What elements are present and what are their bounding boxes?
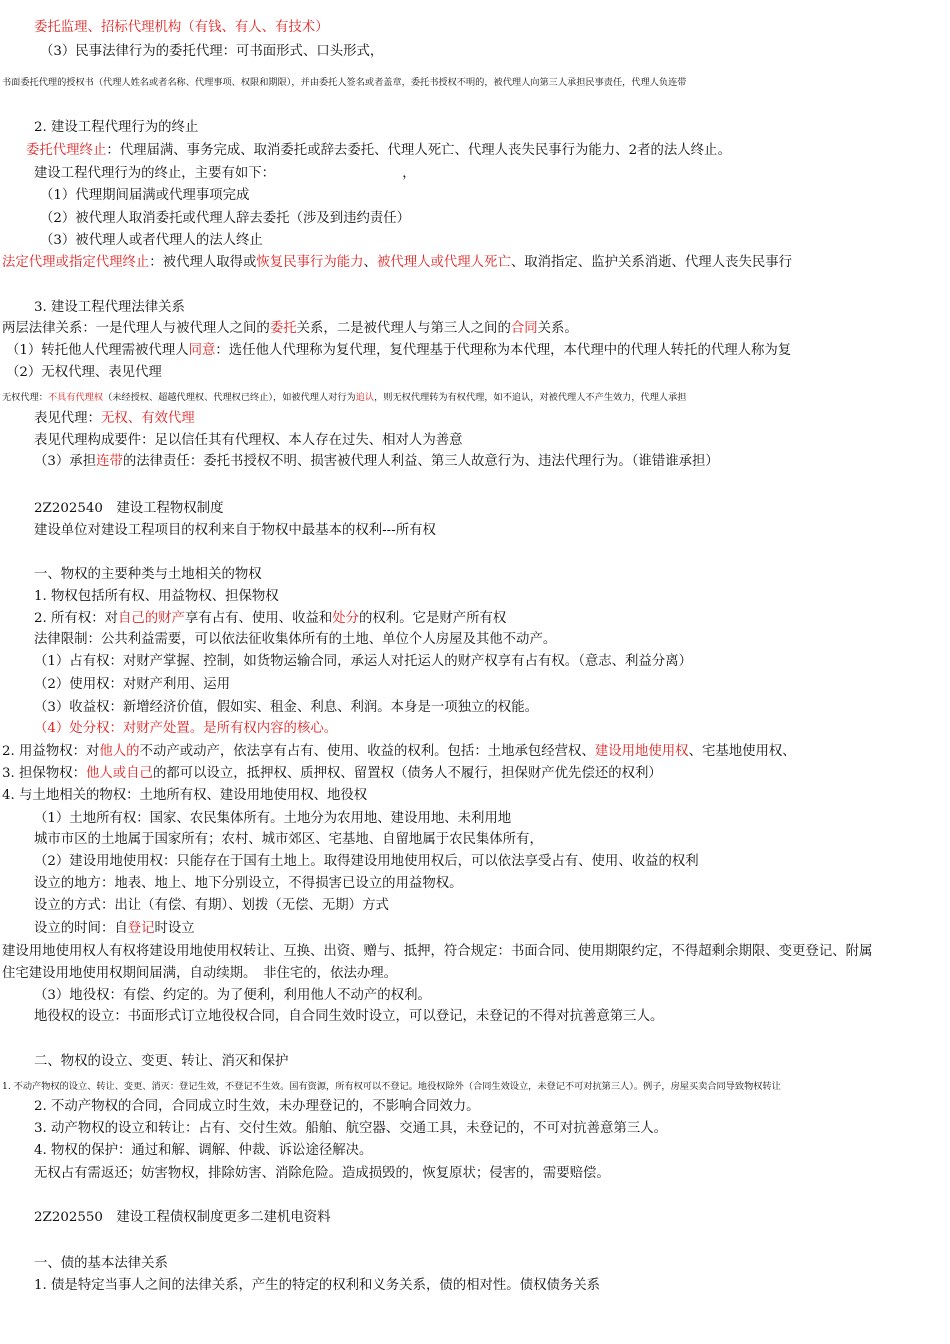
text-segment: 建设用地使用权人有权将建设用地使用权转让、互换、出资、赠与、抵押，符合规定：书面合同、使用期限约定，不得超剩余期限、变更登记、附属 <box>2 944 873 959</box>
text-segment: （2）建设用地使用权：只能存在于国有土地上。取得建设用地使用权后，可以依法享受占有、使用、收益的权利 <box>34 854 699 869</box>
highlight-text: 处分 <box>332 611 360 626</box>
text-line <box>34 653 692 671</box>
text-line <box>34 720 337 738</box>
text-line <box>34 1053 288 1071</box>
text-line <box>34 610 506 628</box>
text-segment: （1）占有权：对财产掌握、控制，如货物运输合同，承运人对托运人的财产权享有占有权。（意志、利益分离） <box>34 654 692 669</box>
text-line <box>2 391 686 404</box>
text-segment: 关系，二是被代理人与第三人之间的 <box>296 321 511 336</box>
text-segment: ：被代理人取得或 <box>149 255 257 270</box>
text-line <box>40 232 263 250</box>
text-segment: 4. 与土地相关的物权：土地所有权、建设用地使用权、地役权 <box>2 788 368 803</box>
text-segment: 设立的时间：自 <box>34 921 128 936</box>
text-segment: 2Z202540 建设工程物权制度 <box>34 501 224 516</box>
text-line <box>2 76 686 89</box>
text-line <box>34 1142 372 1160</box>
text-line <box>34 432 463 450</box>
text-segment: 不动产或动产，依法享有占有、使用、收益的权利。包括：土地承包经营权、 <box>139 744 595 759</box>
text-segment: 2Z202550 建设工程债权制度更多二建机电资料 <box>34 1210 331 1225</box>
text-line <box>40 187 249 205</box>
text-line <box>26 142 731 160</box>
text-segment: 1. 物权包括所有权、用益物权、担保物权 <box>34 589 279 604</box>
highlight-text: 自己的财产 <box>118 611 185 626</box>
text-line <box>34 1098 480 1116</box>
text-line <box>34 522 436 540</box>
text-segment: ：选任他人代理称为复代理，复代理基于代理称为本代理，本代理中的代理人转托的代理人称为复 <box>215 343 792 358</box>
text-line <box>34 588 279 606</box>
text-line <box>2 965 397 983</box>
text-line <box>34 987 431 1005</box>
highlight-text: 连带 <box>96 454 123 469</box>
text-line <box>34 875 463 893</box>
text-line <box>2 787 367 805</box>
highlight-text: 他人或自己 <box>86 766 153 781</box>
highlight-text: 被代理人或代理人死亡 <box>376 255 511 270</box>
text-line <box>34 631 556 649</box>
text-segment: 二、物权的设立、变更、转让、消灭和保护 <box>34 1054 289 1069</box>
text-line <box>34 165 416 183</box>
highlight-text: 不具有代理权 <box>47 392 104 403</box>
text-segment: 表见代理构成要件：足以信任其有代理权、本人存在过失、相对人为善意 <box>34 433 463 448</box>
text-line <box>34 897 389 915</box>
text-segment: 无权代理： <box>2 392 48 403</box>
highlight-text: 他人的 <box>99 744 140 759</box>
text-segment: 地役权的设立：书面形式订立地役权合同，自合同生效时设立，可以登记，未登记的不得对抗善意第三人。 <box>34 1009 664 1024</box>
highlight-text: 追认 <box>355 392 375 403</box>
text-segment: 一、债的基本法律关系 <box>34 1256 168 1271</box>
text-segment: 两层法律关系：一是代理人与被代理人之间的 <box>2 321 270 336</box>
text-line <box>2 254 792 272</box>
text-segment: （未经授权、超越代理权、代理权已终止），如被代理人对行为 <box>103 392 356 403</box>
text-segment: （3）地役权：有偿、约定的。为了便利，利用他人不动产的权利。 <box>34 988 431 1003</box>
text-segment: 设立的地方：地表、地上、地下分别设立，不得损害已设立的用益物权。 <box>34 876 463 891</box>
text-segment: 无权占有需返还；妨害物权，排除妨害、消除危险。造成损毁的，恢复原状；侵害的，需要赔偿。 <box>34 1166 610 1181</box>
text-line <box>40 43 383 61</box>
text-segment: 住宅建设用地使用权期间届满，自动续期。 非住宅的，依法办理。 <box>2 966 398 981</box>
highlight-text: 委托代理终止 <box>26 143 107 158</box>
text-segment: ：代理届满、事务完成、取消委托或辞去委托、代理人死亡、代理人丧失民事行为能力、2者的法人终止。 <box>106 143 731 158</box>
text-line <box>34 299 185 317</box>
text-segment: 的权利。它是财产所有权 <box>359 611 507 626</box>
text-segment: 建设工程代理行为的终止，主要有如下： ， <box>34 166 416 181</box>
text-line <box>2 943 872 961</box>
text-segment: 设立的方式：出让（有偿、有期）、划拨（无偿、无期）方式 <box>34 898 389 913</box>
text-line <box>2 743 796 761</box>
text-line <box>34 810 511 828</box>
text-line <box>34 410 195 428</box>
text-segment: 2. 不动产物权的合同，合同成立时生效，未办理登记的，不影响合同效力。 <box>34 1099 480 1114</box>
highlight-text: 委托 <box>269 321 297 336</box>
text-line <box>34 676 230 694</box>
text-line <box>34 500 223 518</box>
text-segment: 、 <box>363 255 377 270</box>
text-segment: 建设单位对建设工程项目的权利来自于物权中最基本的权利---所有权 <box>34 523 436 538</box>
text-line <box>34 119 198 137</box>
text-line <box>6 342 791 360</box>
text-segment: 享有占有、使用、收益和 <box>184 611 333 626</box>
highlight-text: 同意 <box>188 343 216 358</box>
text-line <box>40 210 410 228</box>
highlight-text: 法定代理或指定代理终止 <box>2 255 150 270</box>
text-segment: （2）无权代理、表见代理 <box>6 365 162 380</box>
text-segment: （3）民事法律行为的委托代理：可书面形式、口头形式， <box>40 44 384 59</box>
text-segment: 1. 债是特定当事人之间的法律关系，产生的特定的权利和义务关系，债的相对性。债权债务关系 <box>34 1278 601 1293</box>
text-line <box>34 699 538 717</box>
text-line <box>34 19 329 37</box>
text-line <box>2 1080 781 1093</box>
highlight-text: （4）处分权：对财产处置。是所有权内容的核心。 <box>34 721 338 736</box>
text-segment: 时设立 <box>154 921 195 936</box>
text-segment: （1）转托他人代理需被代理人 <box>6 343 189 358</box>
text-segment: ，则无权代理转为有权代理，如不追认，对被代理人不产生效力，代理人承担 <box>374 392 687 403</box>
text-segment: 关系。 <box>537 321 578 336</box>
text-line <box>34 1008 663 1026</box>
text-line <box>34 1120 667 1138</box>
text-segment: （3）被代理人或者代理人的法人终止 <box>40 233 263 248</box>
highlight-text: 无权、有效代理 <box>100 411 195 426</box>
text-line <box>2 320 578 338</box>
highlight-text: 恢复民事行为能力 <box>256 255 364 270</box>
text-segment: 、宅基地使用权、 <box>688 744 796 759</box>
text-line <box>34 1165 610 1183</box>
text-segment: （2）使用权：对财产利用、运用 <box>34 677 230 692</box>
text-line <box>34 453 719 471</box>
text-segment: 表见代理： <box>34 411 101 426</box>
text-segment: 1. 不动产物权的设立、转让、变更、消灭：登记生效，不登记不生效。国有资源，所有权可以不登记。地役权除外（合同生效设立，未登记不可对抗第三人）。例子，房屋买卖合同导致物权转让 <box>2 1081 781 1092</box>
text-line <box>6 364 162 382</box>
text-segment: 3. 动产物权的设立和转让：占有、交付生效。船舶、航空器、交通工具，未登记的，不可对抗善意第三人。 <box>34 1121 667 1136</box>
text-segment: 2. 所有权：对 <box>34 611 118 626</box>
text-segment: （1）土地所有权：国家、农民集体所有。土地分为农用地、建设用地、未利用地 <box>34 811 512 826</box>
text-segment: 3. 担保物权： <box>2 766 86 781</box>
text-line <box>2 765 662 783</box>
text-segment: 书面委托代理的授权书（代理人姓名或者名称、代理事项、权限和期限），并由委托人签名或者盖章，委托书授权不明的，被代理人向第三人承担民事责任，代理人负连带 <box>2 77 687 88</box>
text-line <box>34 853 699 871</box>
highlight-text: 登记 <box>127 921 155 936</box>
text-segment: （3）收益权：新增经济价值，假如实、租金、利息、利润。本身是一项独立的权能。 <box>34 700 538 715</box>
text-segment: 的法律责任：委托书授权不明、损害被代理人利益、第三人故意行为、违法代理行为。（谁错谁承担） <box>122 454 719 469</box>
text-line <box>34 920 195 938</box>
highlight-text: 委托监理、招标代理机构（有钱、有人、有技术） <box>34 20 329 35</box>
text-segment: （2）被代理人取消委托或代理人辞去委托（涉及到违约责任） <box>40 211 411 226</box>
highlight-text: 合同 <box>510 321 538 336</box>
text-line <box>34 831 543 849</box>
text-segment: 城市市区的土地属于国家所有；农村、城市郊区、宅基地、自留地属于农民集体所有， <box>34 832 543 847</box>
text-segment: 法律限制：公共利益需要，可以依法征收集体所有的土地、单位个人房屋及其他不动产。 <box>34 632 557 647</box>
text-segment: 、取消指定、监护关系消逝、代理人丧失民事行 <box>510 255 793 270</box>
text-segment: 3. 建设工程代理法律关系 <box>34 300 185 315</box>
text-segment: 一、物权的主要种类与土地相关的物权 <box>34 567 262 582</box>
text-segment: 2. 用益物权：对 <box>2 744 100 759</box>
text-segment: 4. 物权的保护：通过和解、调解、仲裁、诉讼途径解决。 <box>34 1143 373 1158</box>
highlight-text: 建设用地使用权 <box>594 744 689 759</box>
text-line <box>34 1277 600 1295</box>
text-line <box>34 1209 331 1227</box>
text-segment: （1）代理期间届满或代理事项完成 <box>40 188 250 203</box>
text-segment: （3）承担 <box>34 454 97 469</box>
text-segment: 的都可以设立，抵押权、质押权、留置权（债务人不履行，担保财产优先偿还的权利） <box>152 766 662 781</box>
text-segment: 2. 建设工程代理行为的终止 <box>34 120 199 135</box>
text-line <box>34 1255 168 1273</box>
text-line <box>34 566 262 584</box>
